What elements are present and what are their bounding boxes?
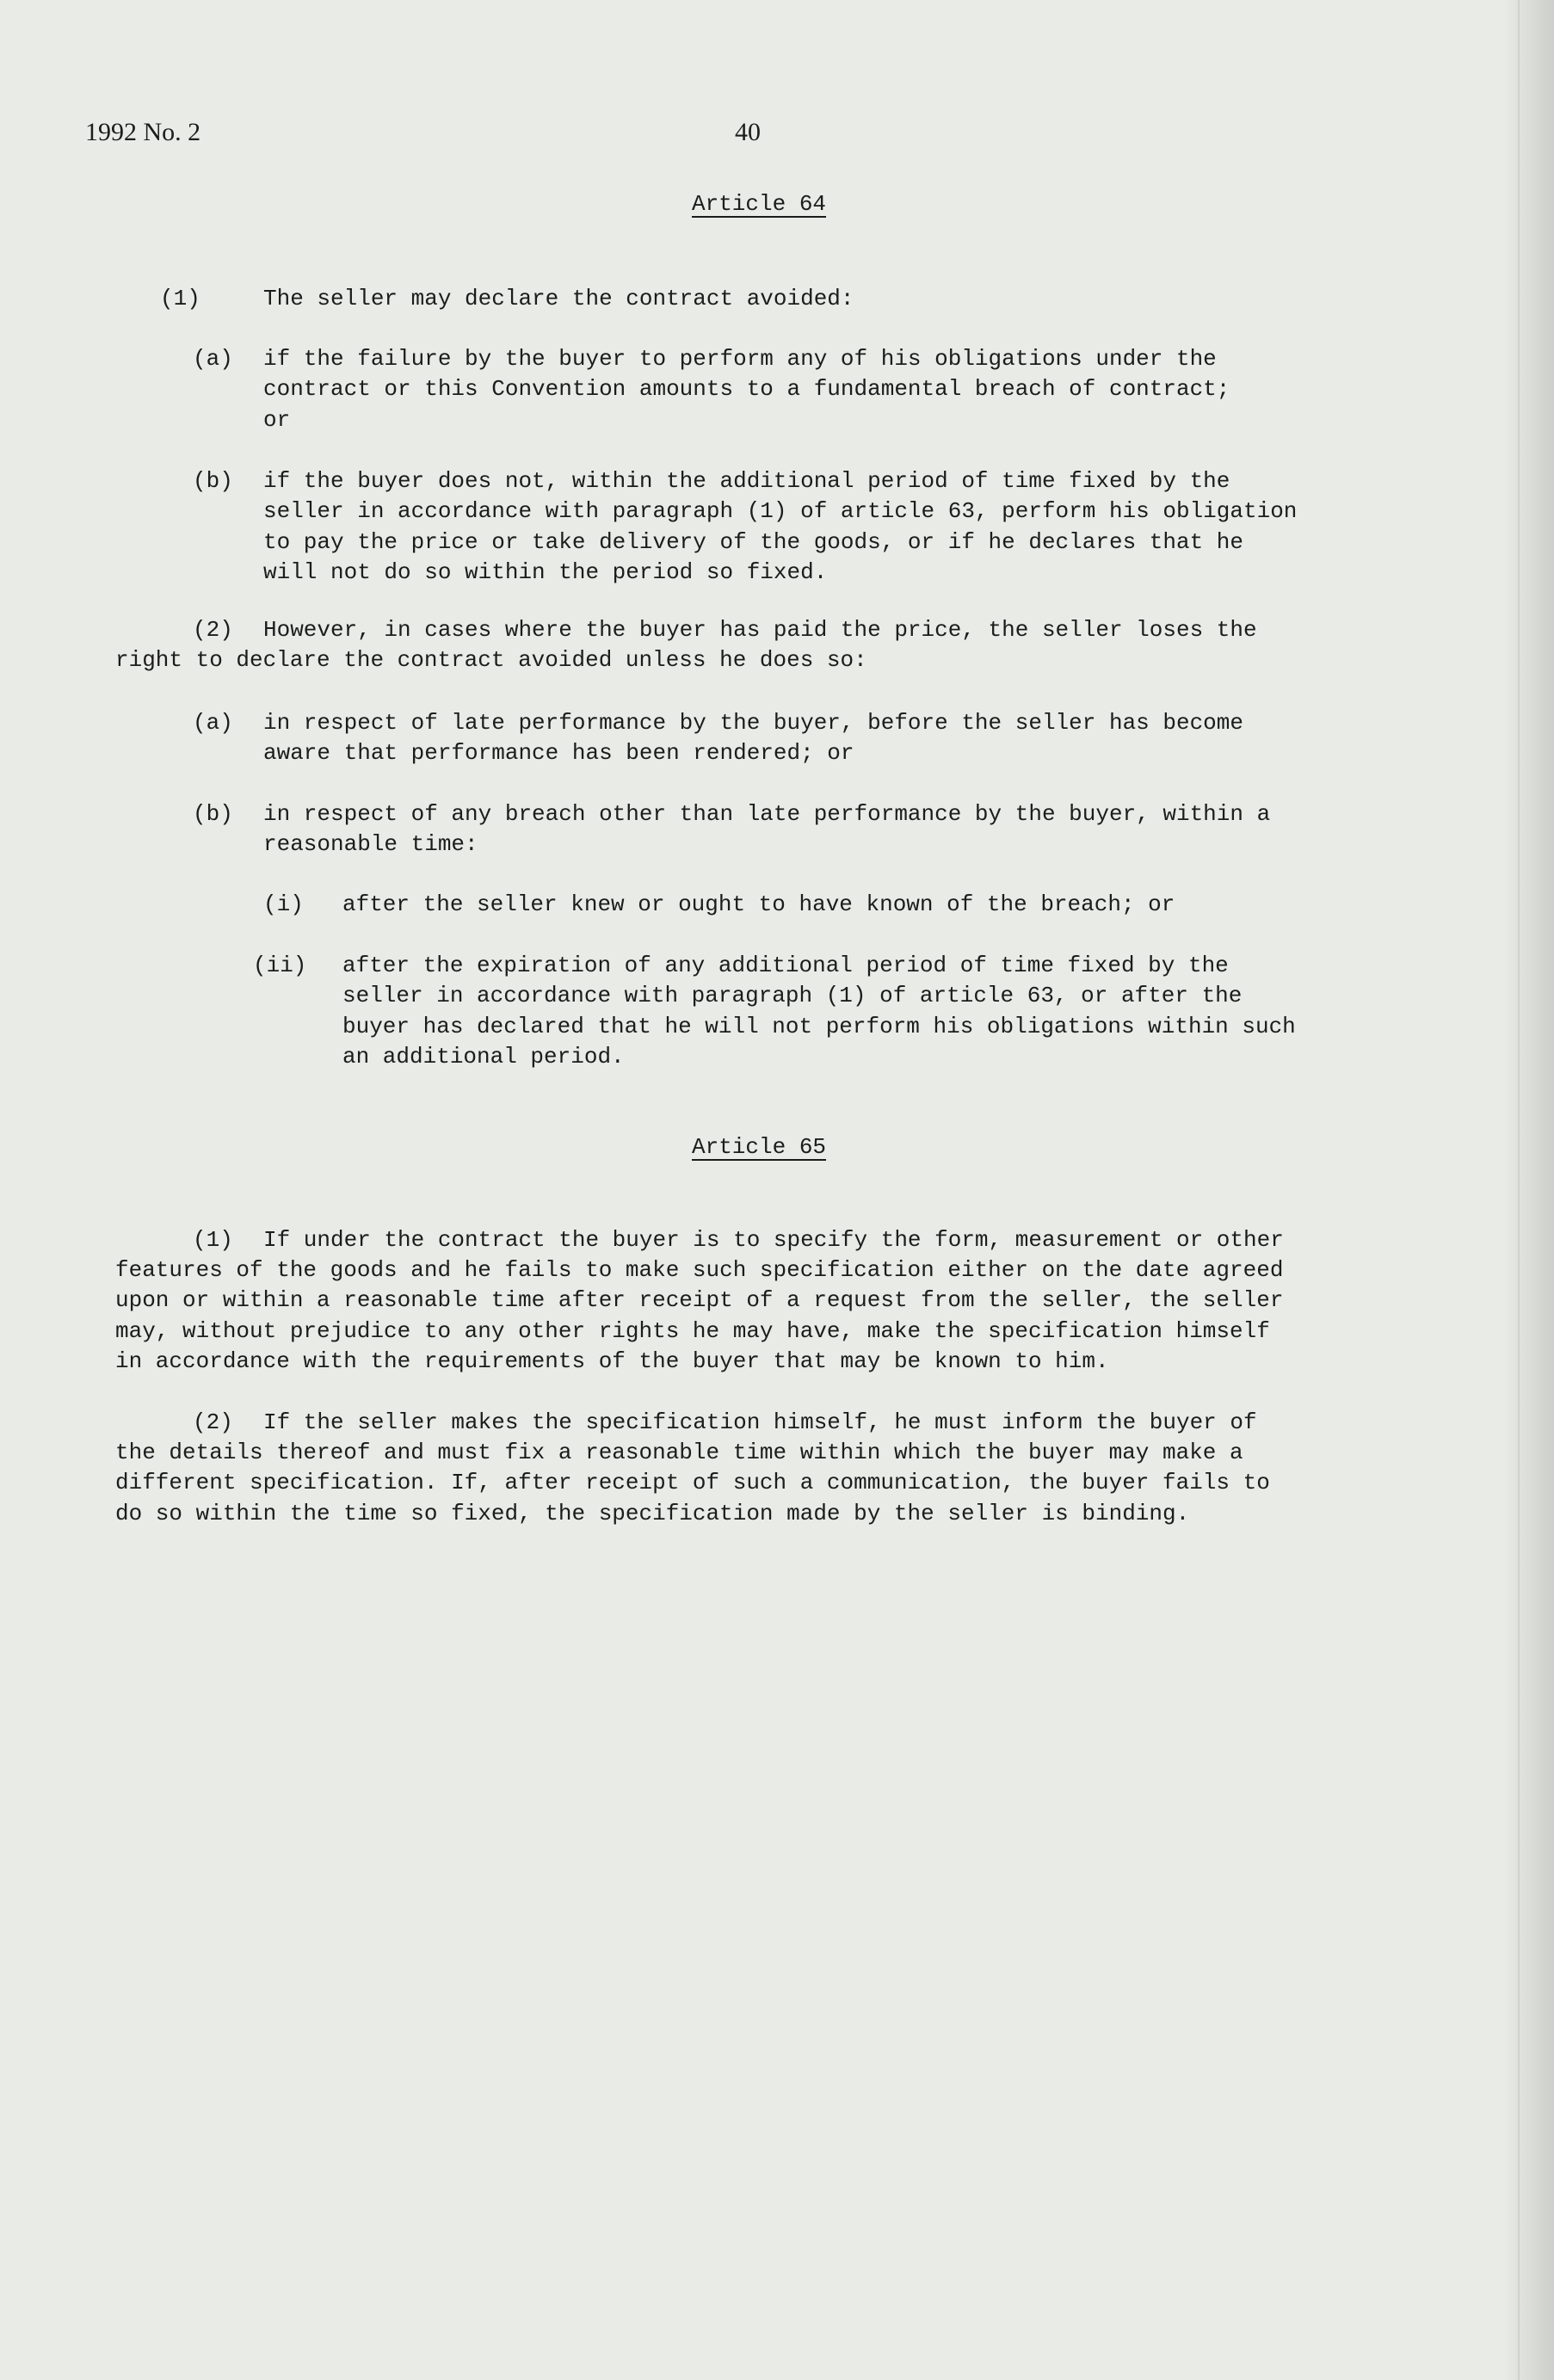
subitem-text: after the seller knew or ought to have known of the breach; or: [342, 891, 1175, 917]
subitem-label: (i): [263, 891, 304, 917]
text-line: upon or within a reasonable time after receipt of a request from the seller, the seller: [115, 1287, 1284, 1314]
item-text: [263, 708, 1243, 769]
paragraph-continuation: [115, 1255, 1283, 1377]
paragraph-text: The seller may declare the contract avoided:: [263, 286, 854, 311]
running-header-reference: 1992 No. 2: [85, 118, 201, 146]
text-line: in respect of any breach other than late performance by the buyer, within a: [263, 801, 1271, 827]
text-line: after the expiration of any additional period of time fixed by the: [342, 953, 1229, 978]
article-65-heading: Article 65: [692, 1134, 827, 1160]
item-label: (a): [193, 346, 233, 372]
text-line: in respect of late performance by the buyer, before the seller has become: [263, 710, 1243, 736]
text-line: an additional period.: [342, 1043, 625, 1070]
text-line: features of the goods and he fails to make such specification either on the date agreed: [115, 1257, 1284, 1283]
text-line: to pay the price or take delivery of the goods, or if he declares that he: [263, 528, 1243, 555]
text-line: reasonable time:: [263, 831, 478, 858]
text-line: seller in accordance with paragraph (1) of article 63, or after the: [342, 983, 1243, 1009]
page-edge-shadow: [1502, 0, 1554, 2380]
subitem-text: [342, 951, 1296, 1072]
text-line: if the buyer does not, within the additional period of time fixed by the: [263, 468, 1230, 494]
text-line: contract or this Convention amounts to a fundamental breach of contract;: [263, 376, 1230, 403]
paragraph-continuation: [115, 1438, 1270, 1529]
text-line: do so within the time so fixed, the specification made by the seller is binding.: [115, 1500, 1190, 1526]
paragraph-label: (1): [193, 1227, 233, 1253]
article-64-heading: Article 64: [692, 191, 827, 217]
item-text: [263, 344, 1230, 435]
item-label: (a): [193, 710, 233, 736]
text-line: or: [263, 406, 291, 433]
item-label: (b): [193, 801, 233, 827]
item-label: (b): [193, 468, 233, 494]
text-line: buyer has declared that he will not perform his obligations within such: [342, 1013, 1296, 1039]
text-line: in accordance with the requirements of the buyer that may be known to him.: [115, 1347, 1109, 1374]
paragraph-label: (2): [193, 617, 233, 643]
subitem-label: (ii): [253, 953, 307, 978]
text-line: right to declare the contract avoided unless he does so:: [115, 647, 867, 673]
text-line: aware that performance has been rendered; or: [263, 740, 854, 767]
text-line: may, without prejudice to any other rights he may have, make the specification himself: [115, 1317, 1270, 1344]
text-line: If under the contract the buyer is to specify the form, measurement or other: [263, 1227, 1284, 1253]
item-text: [263, 799, 1270, 860]
text-line: If the seller makes the specification himself, he must inform the buyer of: [263, 1409, 1257, 1435]
text-line: will not do so within the period so fixed.: [263, 558, 828, 585]
paragraph-label: (2): [193, 1409, 233, 1435]
text-line: the details thereof and must fix a reasonable time within which the buyer may make a: [115, 1440, 1243, 1465]
text-line: different specification. If, after receipt of such a communication, the buyer fails to: [115, 1470, 1270, 1496]
text-line: However, in cases where the buyer has paid the price, the seller loses the: [263, 617, 1257, 643]
text-line: if the failure by the buyer to perform any of his obligations under the: [263, 346, 1217, 372]
item-text: [263, 466, 1297, 588]
page-number: 40: [735, 118, 761, 146]
paragraph-label: (1): [160, 286, 200, 311]
text-line: seller in accordance with paragraph (1) of article 63, perform his obligation: [263, 498, 1298, 525]
